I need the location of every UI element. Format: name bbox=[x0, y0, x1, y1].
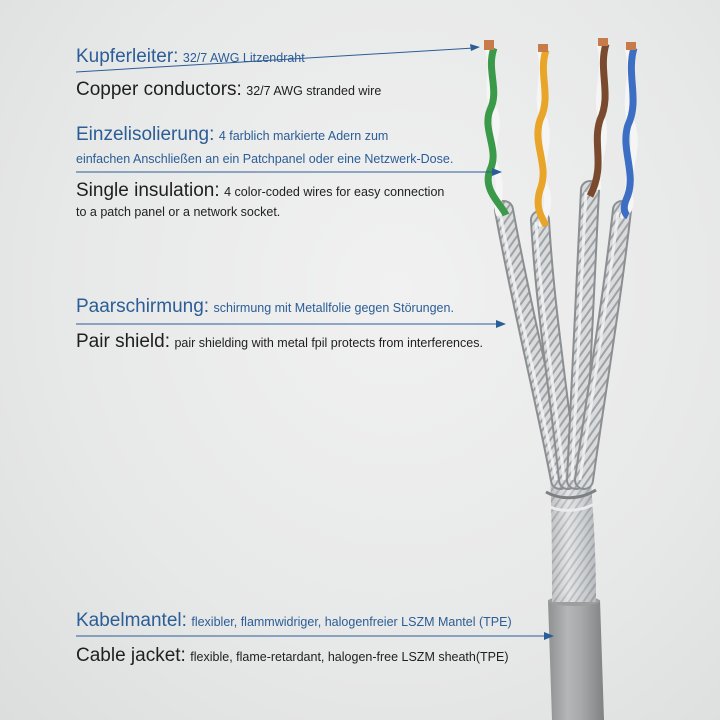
insulation-en-title: Single insulation: bbox=[76, 180, 220, 201]
insulation-en-text-2: to a patch panel or a network socket. bbox=[76, 205, 281, 219]
insulation-en-label bbox=[76, 180, 444, 202]
jacket-en-label bbox=[76, 645, 509, 667]
shield-de-title: Paarschirmung: bbox=[76, 296, 210, 317]
shield-en-label bbox=[76, 331, 483, 353]
callout-arrow-shield bbox=[76, 320, 506, 328]
cable-jacket bbox=[548, 596, 604, 720]
jacket-en-text: flexible, flame-retardant, halogen-free LSZM sheath(TPE) bbox=[190, 650, 509, 664]
wire-pair-green bbox=[484, 40, 506, 215]
copper-en-text: 32/7 AWG stranded wire bbox=[246, 84, 382, 98]
jacket-en-title: Cable jacket: bbox=[76, 645, 186, 666]
copper-en-title: Copper conductors: bbox=[76, 79, 242, 100]
copper-de-title: Kupferleiter: bbox=[76, 46, 179, 67]
copper-de-text: 32/7 AWG Litzendraht bbox=[182, 51, 305, 65]
wire-pair-brown bbox=[590, 38, 608, 196]
copper-en-label bbox=[76, 79, 381, 101]
shield-de-text: schirmung mit Metallfolie gegen Störungen. bbox=[213, 301, 454, 315]
shield-de-label bbox=[76, 296, 454, 318]
insulation-de-text-1: 4 farblich markierte Adern zum bbox=[218, 129, 389, 143]
jacket-de-title: Kabelmantel: bbox=[76, 610, 187, 631]
shield-en-text: pair shielding with metal fpil protects from interferences. bbox=[174, 336, 483, 350]
wire-pair-blue bbox=[624, 42, 636, 216]
insulation-en-text-1: 4 color-coded wires for easy connection bbox=[224, 185, 445, 199]
braided-bundle bbox=[546, 470, 598, 602]
insulation-de-label bbox=[76, 124, 388, 146]
jacket-de-label bbox=[76, 610, 512, 632]
insulation-de-text-2: einfachen Anschließen an ein Patchpanel oder eine Netzwerk-Dose. bbox=[76, 152, 454, 166]
wire-pair-orange bbox=[538, 44, 548, 226]
insulation-de-title: Einzelisolierung: bbox=[76, 124, 215, 145]
shield-en-title: Pair shield: bbox=[76, 331, 170, 352]
jacket-de-text: flexibler, flammwidriger, halogenfreier LSZM Mantel (TPE) bbox=[191, 615, 512, 629]
copper-de-label bbox=[76, 46, 305, 68]
callout-arrow-jacket bbox=[76, 632, 554, 640]
